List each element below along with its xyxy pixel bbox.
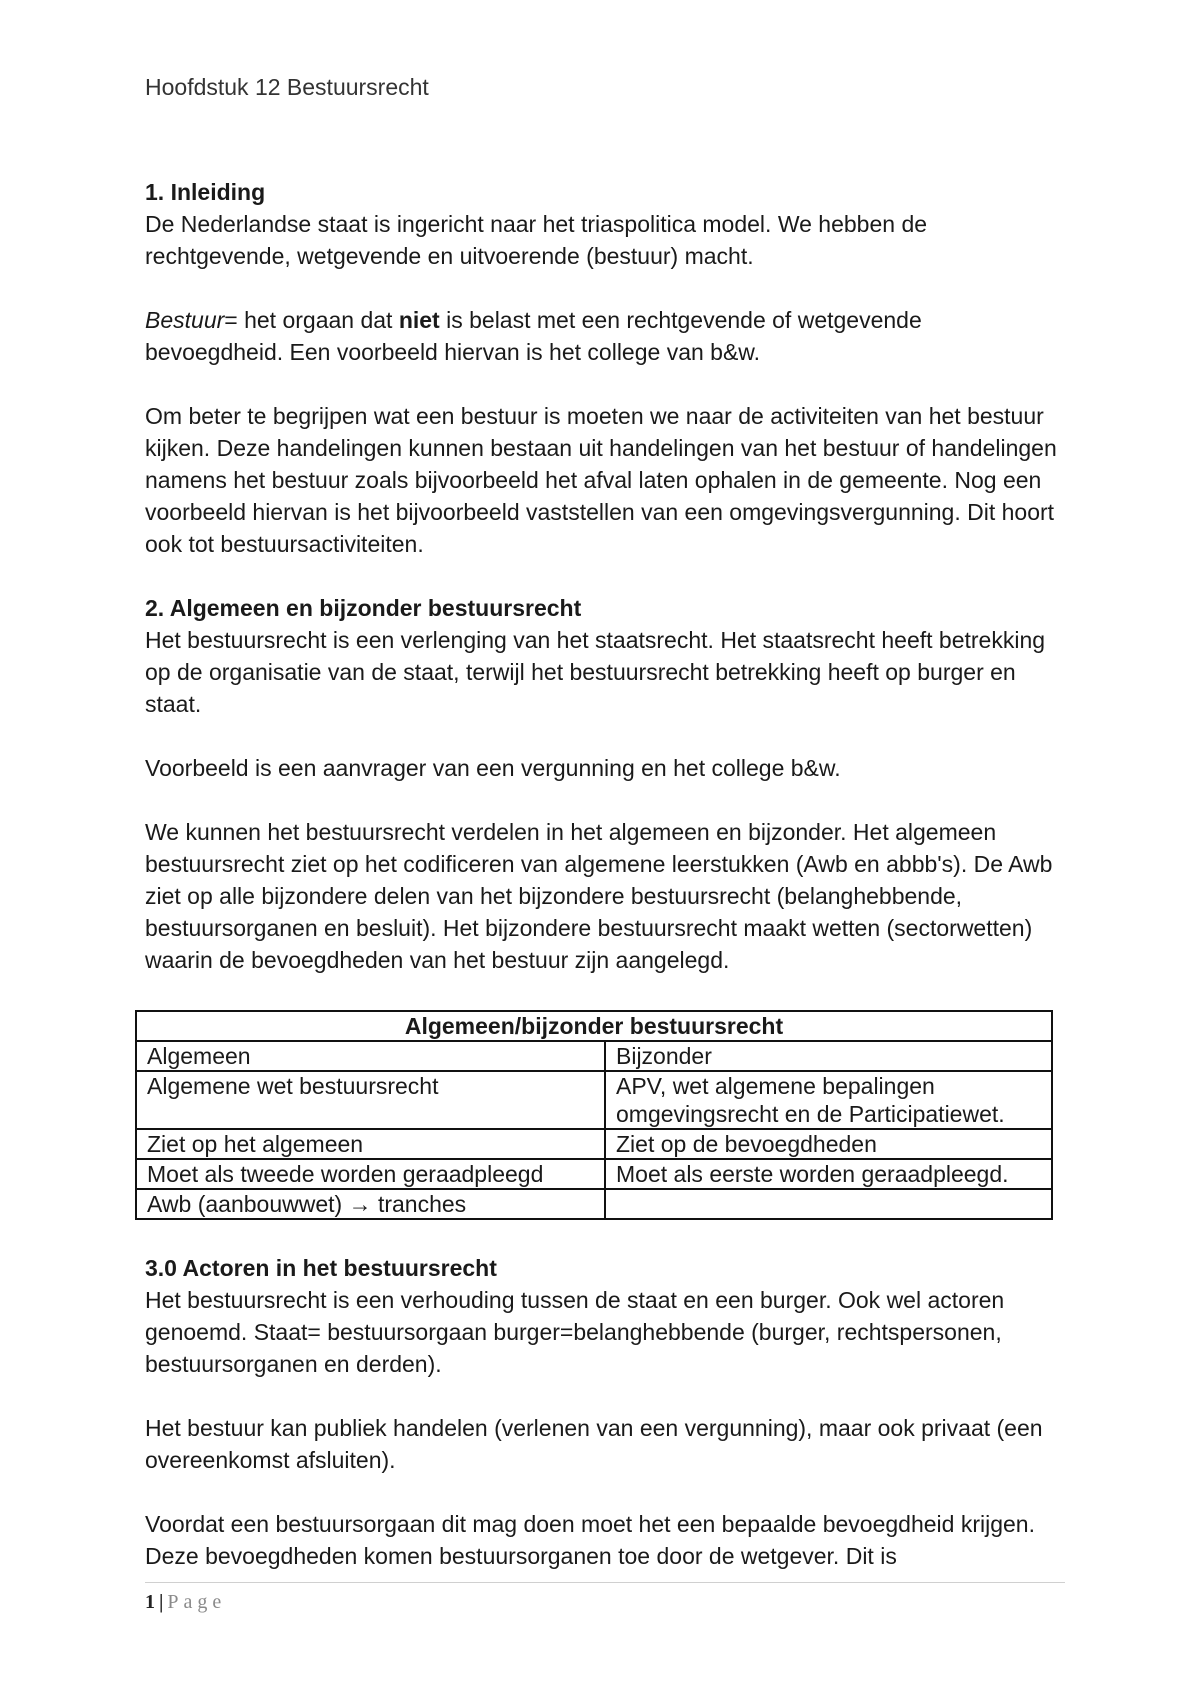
table-row xyxy=(136,1129,1052,1159)
comparison-table-wrapper xyxy=(145,1008,1065,1220)
text-span: is belast met een rechtgevende of wetgevende bevoegdheid. Een voorbeeld hiervan is het college van b&w. xyxy=(145,307,922,365)
paragraph: Voorbeeld is een aanvrager van een vergunning en het college b&w. xyxy=(145,755,841,781)
table-cell-empty xyxy=(605,1189,1052,1219)
paragraph: Het bestuursrecht is een verlenging van het staatsrecht. Het staatsrecht heeft betrekking op de organisatie van de staat, terwijl het bestuursrecht betrekking heeft op burger en staat. xyxy=(145,627,1046,717)
page-number: 1 xyxy=(145,1591,155,1613)
definition-paragraph xyxy=(145,304,1065,368)
text-span: = het orgaan dat xyxy=(224,307,399,333)
table-title: Algemeen/bijzonder bestuursrecht xyxy=(136,1011,1052,1041)
page-header: Hoofdstuk 12 Bestuursrecht xyxy=(145,74,429,100)
paragraph: Voordat een bestuursorgaan dit mag doen moet het een bepaalde bevoegdheid krijgen. Deze bevoegdheden komen bestuursorganen toe door de wetgever. Dit is xyxy=(145,1511,1035,1569)
paragraph: We kunnen het bestuursrecht verdelen in het algemeen en bijzonder. Het algemeen bestuursrecht ziet op het codificeren van algemene leerstukken (Awb en abbb's). De Awb ziet op alle bijzondere delen van het bijzondere bestuursrecht (belanghebbende, bestuursorganen en besluit). Het bijzondere bestuursrecht maakt wetten (sectorwetten) waarin de bevoegdheden van het bestuur zijn aangelegd. xyxy=(145,819,1053,973)
table-cell xyxy=(136,1189,605,1219)
table-cell: Algemeen xyxy=(136,1041,605,1071)
table-row xyxy=(136,1071,1052,1129)
page-footer xyxy=(145,1591,226,1614)
table-title-row xyxy=(136,1011,1052,1041)
section-heading-algemeen-bijzonder: 2. Algemeen en bijzonder bestuursrecht xyxy=(145,595,582,621)
paragraph: Het bestuursrecht is een verhouding tussen de staat en een burger. Ook wel actoren genoemd. Staat= bestuursorgaan burger=belanghebbende (burger, rechtspersonen, bestuursorganen en derden). xyxy=(145,1287,1005,1377)
table-cell: Ziet op het algemeen xyxy=(136,1129,605,1159)
paragraph: De Nederlandse staat is ingericht naar het triaspolitica model. We hebben de rechtgevende, wetgevende en uitvoerende (bestuur) macht. xyxy=(145,211,928,269)
table-cell: Bijzonder xyxy=(605,1041,1052,1071)
table-cell: Moet als tweede worden geraadpleegd xyxy=(136,1159,605,1189)
text-span: Awb (aanbouwwet) xyxy=(147,1191,349,1217)
table-row xyxy=(136,1189,1052,1219)
text-span: tranches xyxy=(371,1191,467,1217)
paragraph: Om beter te begrijpen wat een bestuur is moeten we naar de activiteiten van het bestuur kijken. Deze handelingen kunnen bestaan uit handelingen van het bestuur of handelingen namens het bestuur zoals bijvoorbeeld het afval laten ophalen in de gemeente. Nog een voorbeeld hiervan is het bijvoorbeeld vaststellen van een omgevingsvergunning. Dit hoort ook tot bestuursactiviteiten. xyxy=(145,403,1057,557)
table-cell: APV, wet algemene bepalingen omgevingsrecht en de Participatiewet. xyxy=(605,1071,1052,1129)
document-body xyxy=(145,176,1065,1572)
page-label: Page xyxy=(167,1591,227,1613)
table-row xyxy=(136,1041,1052,1071)
table-cell: Ziet op de bevoegdheden xyxy=(605,1129,1052,1159)
section-heading-actoren: 3.0 Actoren in het bestuursrecht xyxy=(145,1255,497,1281)
defined-term: Bestuur xyxy=(145,307,225,333)
paragraph: Het bestuur kan publiek handelen (verlenen van een vergunning), maar ook privaat (een overeenkomst afsluiten). xyxy=(145,1415,1043,1473)
footer-divider xyxy=(145,1582,1065,1583)
emphasis: niet xyxy=(398,307,440,333)
table-cell: Moet als eerste worden geraadpleegd. xyxy=(605,1159,1052,1189)
table-cell: Algemene wet bestuursrecht xyxy=(136,1071,605,1129)
section-heading-inleiding: 1. Inleiding xyxy=(145,179,266,205)
footer-separator: | xyxy=(159,1591,164,1613)
table-row xyxy=(136,1159,1052,1189)
arrow-right-icon: → xyxy=(348,1191,372,1217)
comparison-table xyxy=(135,1010,1053,1220)
